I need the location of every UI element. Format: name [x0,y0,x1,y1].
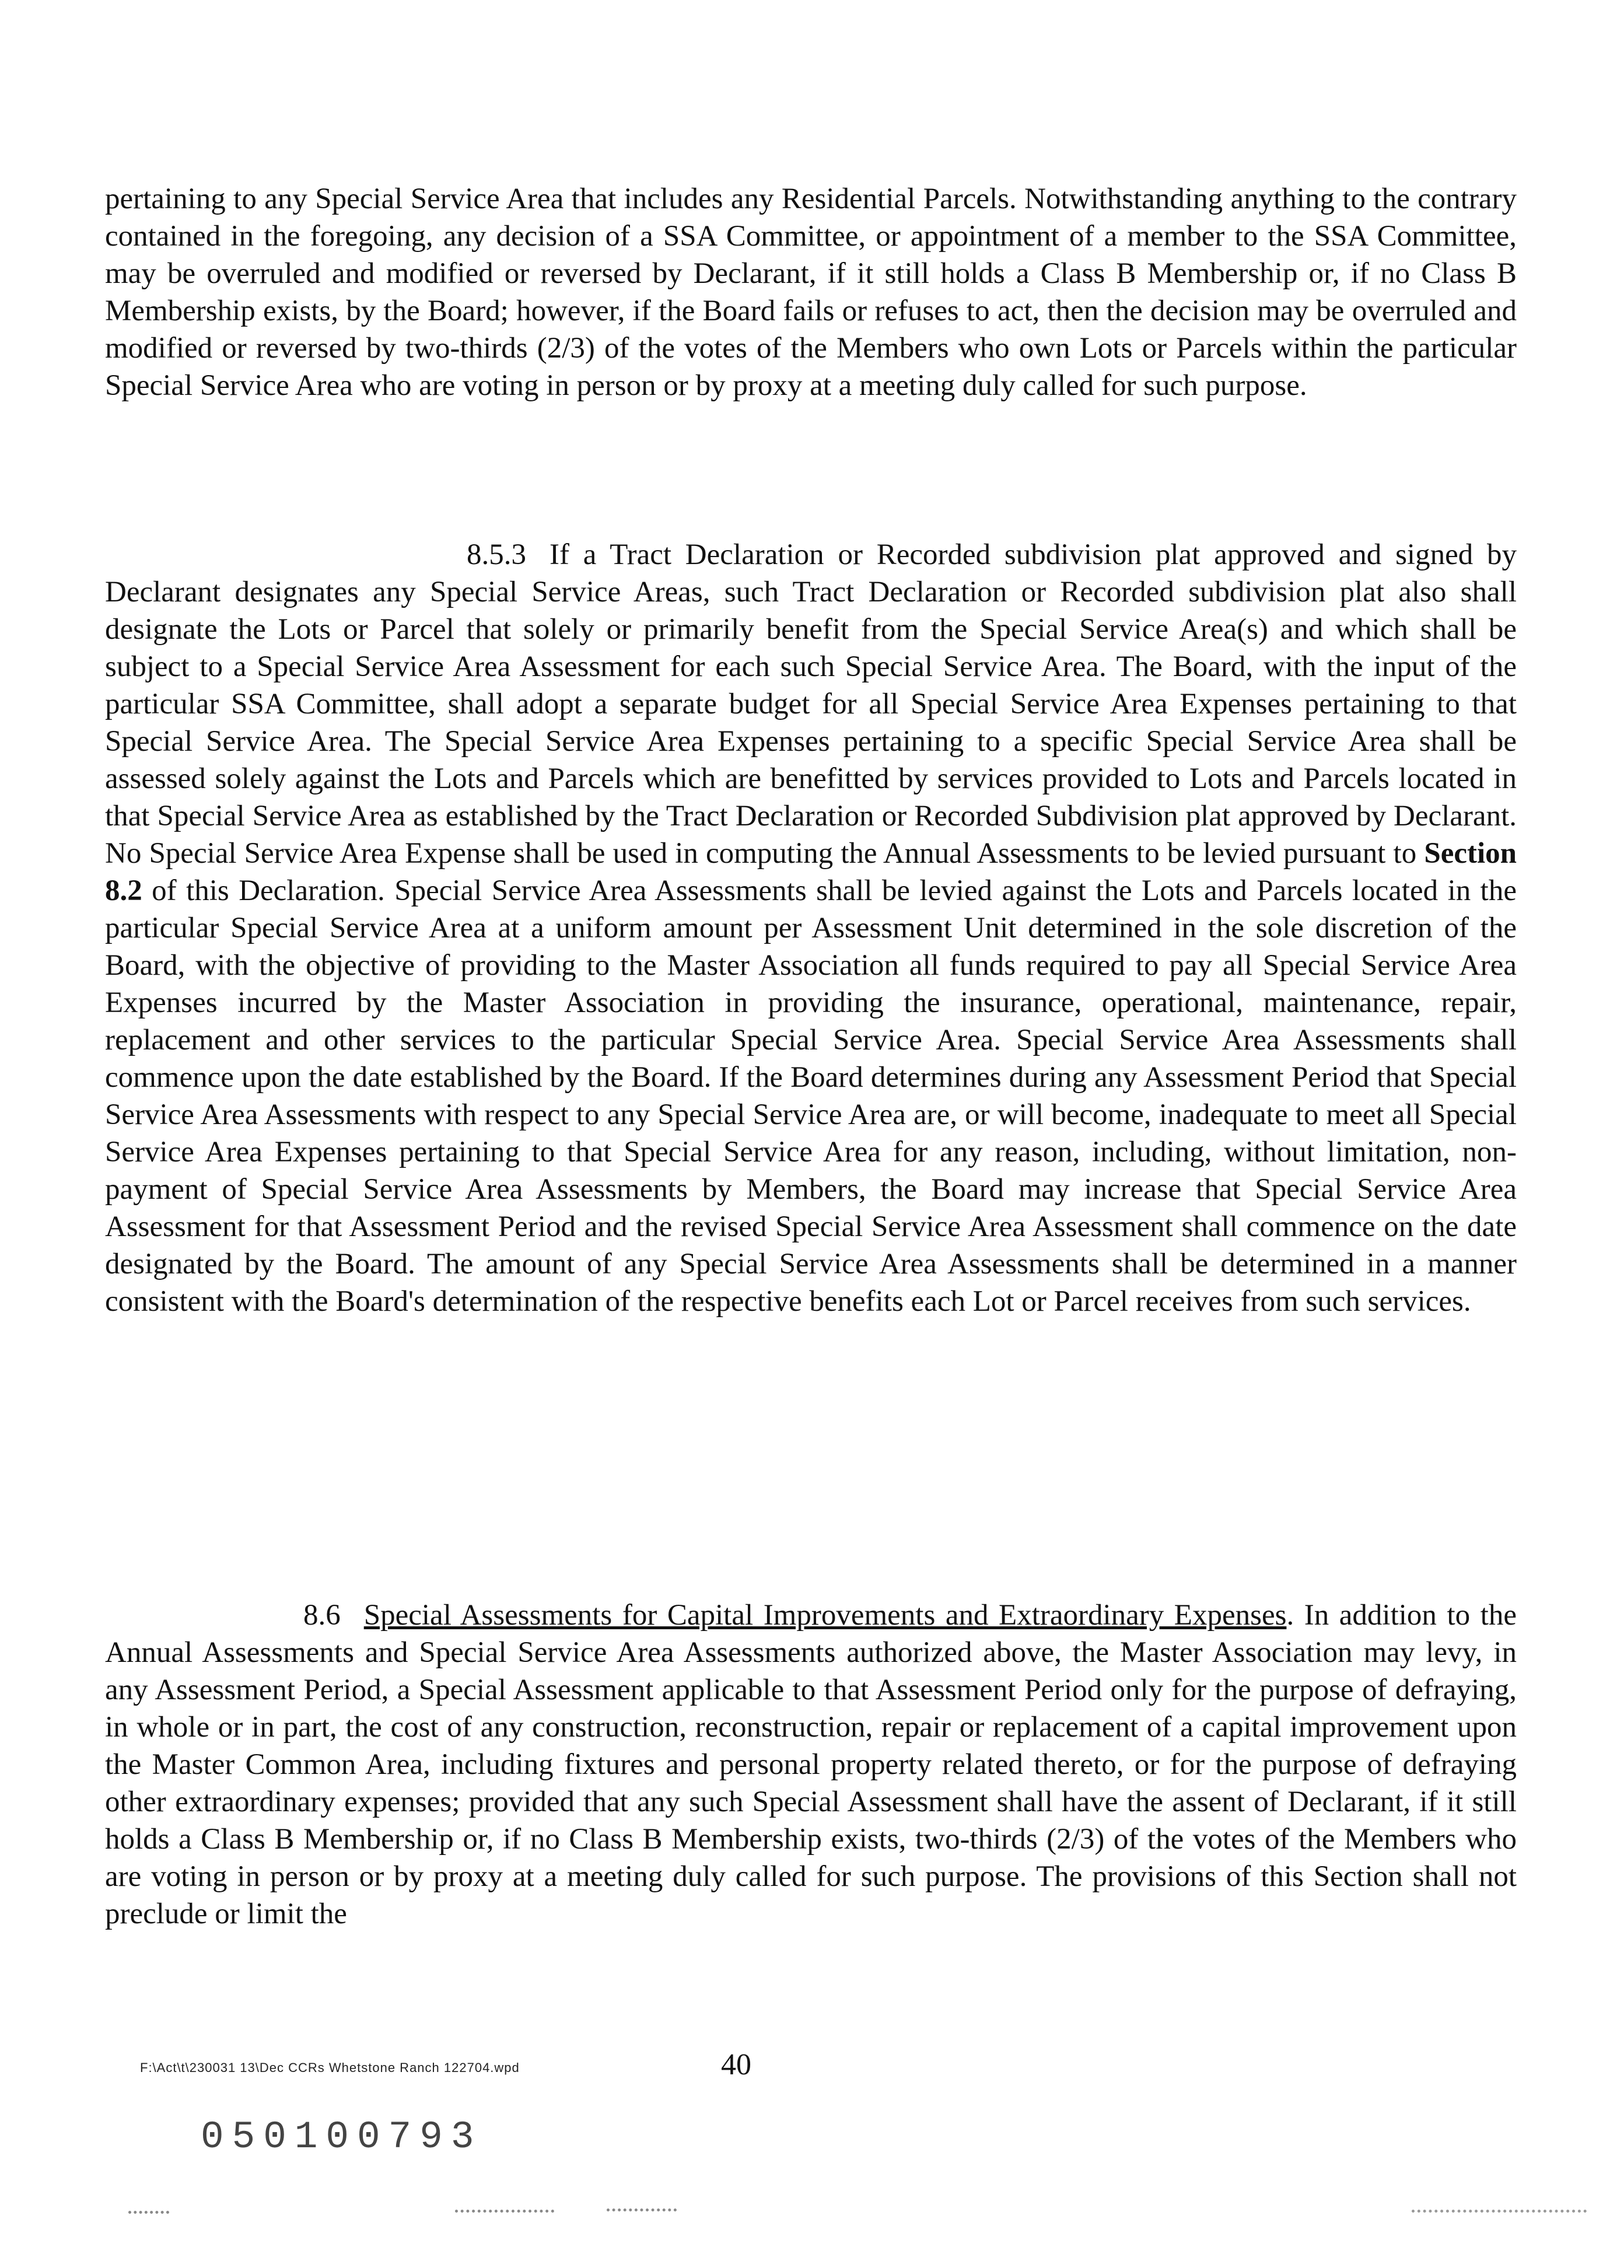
section-text: If a Tract Declaration or Recorded subdivision plat approved and signed by Declarant designates any Special Service Areas, such Tract Declaration or Recorded subdivision plat also shall designate the Lots or Parcel that solely or primarily benefit from the Special Service Area(s) and which shall be subject to a Special Service Area Assessment for each such Special Service Area. The Board, with the input of the particular SSA Committee, shall adopt a separate budget for all Special Service Area Expenses pertaining to that Special Service Area. The Special Service Area Expenses pertaining to a specific Special Service Area shall be assessed solely against the Lots and Parcels which are benefitted by services provided to Lots and Parcels located in that Special Service Area as established by the Tract Declaration or Recorded Subdivision plat approved by Declarant. No Special Service Area Expense shall be used in computing the Annual Assessments to be levied pursuant to [105,538,1517,870]
section-reference: Section 8.2 [105,837,1517,907]
scan-artifact [1412,2210,1587,2216]
paragraph-continuation [105,180,1517,404]
section-heading-period: . [1286,1599,1294,1632]
scan-artifact [607,2208,677,2215]
recording-stamp-number: 050100793 [201,2115,482,2159]
section-heading: Special Assessments for Capital Improvements and Extraordinary Expenses [363,1599,1287,1632]
scan-artifact [455,2210,554,2216]
section-number: 8.6 [303,1599,341,1632]
scan-artifact [128,2211,169,2217]
section-text-continued: of this Declaration. Special Service Area Assessments shall be levied against the Lots and Parcels located in the particular Special Service Area at a uniform amount per Assessment Unit determined in the sole discretion of the Board, with the objective of providing to the Master Association all funds required to pay all Special Service Area Expenses incurred by the Master Association in providing the insurance, operational, maintenance, repair, replacement and other services to the particular Special Service Area. Special Service Area Assessments shall commence upon the date established by the Board. If the Board determines during any Assessment Period that Special Service Area Assessments with respect to any Special Service Area are, or will become, inadequate to meet all Special Service Area Expenses pertaining to that Special Service Area for any reason, including, without limitation, non-payment of Special Service Area Assessments by Members, the Board may increase that Special Service Area Assessment for that Assessment Period and the revised Special Service Area Assessment shall commence on the date designated by the Board. The amount of any Special Service Area Assessments shall be determined in a manner consistent with the Board's determination of the respective benefits each Lot or Parcel receives from such services. [105,874,1517,1318]
paragraph-text: pertaining to any Special Service Area that includes any Residential Parcels. Notwithstanding anything to the contrary contained in the foregoing, any decision of a SSA Committee, or appointment of a member to the SSA Committee, may be overruled and modified or reversed by Declarant, if it still holds a Class B Membership or, if no Class B Membership exists, by the Board; however, if the Board fails or refuses to act, then the decision may be overruled and modified or reversed by two-thirds (2/3) of the votes of the Members who own Lots or Parcels within the particular Special Service Area who are voting in person or by proxy at a meeting duly called for such purpose. [105,183,1517,402]
page-number: 40 [721,2048,751,2081]
section-text: In addition to the Annual Assessments and Special Service Area Assessments authorized above, the Master Association may levy, in any Assessment Period, a Special Assessment applicable to that Assessment Period only for the purpose of defraying, in whole or in part, the cost of any construction, reconstruction, repair or replacement of a capital improvement upon the Master Common Area, including fixtures and personal property related thereto, or for the purpose of defraying other extraordinary expenses; provided that any such Special Assessment shall have the assent of Declarant, if it still holds a Class B Membership or, if no Class B Membership exists, two-thirds (2/3) of the votes of the Members who are voting in person or by proxy at a meeting duly called for such purpose. The provisions of this Section shall not preclude or limit the [105,1599,1517,1930]
section-number: 8.5.3 [467,538,526,571]
section-8-5-3 [105,536,1517,1320]
section-8-6 [105,1597,1517,1933]
footer-file-path: F:\Act\t\230031 13\Dec CCRs Whetstone Ranch 122704.wpd [140,2060,520,2075]
